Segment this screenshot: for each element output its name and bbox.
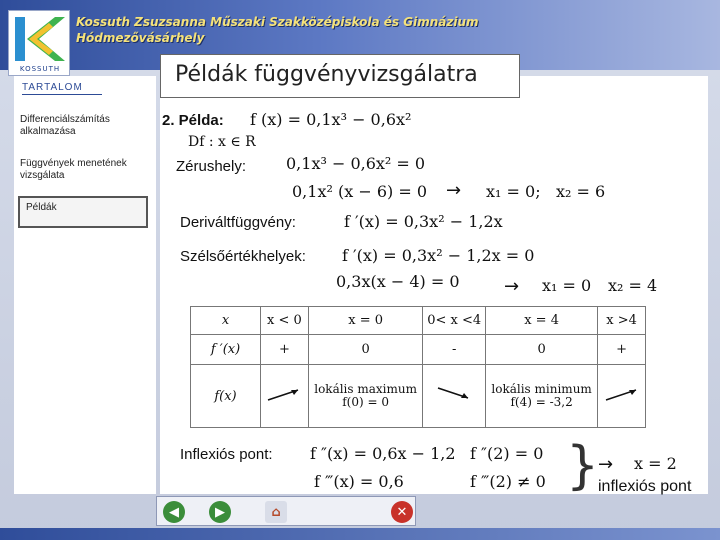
sidebar-item-peldak[interactable]: Példák [18, 196, 148, 228]
implies-arrow-icon: → [446, 180, 462, 201]
max-value: f(0) = 0 [342, 395, 389, 410]
table-cell [261, 365, 309, 428]
increasing-arrow-icon [264, 384, 304, 404]
extrema-factored: 0,3x(x − 4) = 0 [336, 272, 460, 291]
brace-icon: } [566, 436, 600, 496]
implies-arrow-icon: → [504, 276, 520, 297]
zero-result-2: x₂ = 6 [556, 182, 606, 201]
table-cell [308, 365, 423, 428]
sidebar-item-fuggvenyek[interactable]: Függvények menetének vizsgálata [20, 158, 127, 181]
logo-k-icon [9, 11, 71, 67]
school-line-2: Hódmezővásárhely [76, 31, 205, 45]
table-cell: - [423, 335, 486, 365]
table-header-cell: x [191, 307, 261, 335]
toc-title[interactable]: TARTALOM [22, 82, 102, 95]
arrow-right-icon[interactable]: ▶ [209, 501, 231, 523]
table-cell: + [598, 335, 646, 365]
school-line-1: Kossuth Zsuzsanna Műszaki Szakközépiskola és Gimnázium [76, 15, 479, 29]
domain-formula: Df : x ∈ R [188, 134, 256, 150]
table-header-cell: x = 0 [308, 307, 423, 335]
table-cell: 0 [308, 335, 423, 365]
min-label: lokális minimum [491, 382, 592, 397]
table-header-cell: x = 4 [486, 307, 598, 335]
max-label: lokális maximum [314, 382, 417, 397]
decreasing-arrow-icon [434, 384, 474, 404]
close-icon[interactable]: ✕ [391, 501, 413, 523]
zero-result-1: x₁ = 0; [486, 182, 541, 201]
table-cell: 0 [486, 335, 598, 365]
table-header-cell: 0< x <4 [423, 307, 486, 335]
inflection-result: x = 2 [634, 454, 677, 473]
implies-arrow-icon: → [598, 454, 614, 475]
table-cell [423, 365, 486, 428]
function-formula: f (x) = 0,1x³ − 0,6x² [250, 110, 412, 129]
row-label-fprime: f ′(x) [191, 335, 261, 365]
table-header-cell: x >4 [598, 307, 646, 335]
zero-label: Zérushely: [176, 158, 247, 175]
school-logo [8, 10, 70, 76]
zero-eq-1: 0,1x³ − 0,6x² = 0 [286, 154, 426, 173]
second-derivative-at-2: f ″(2) = 0 [470, 444, 544, 463]
third-derivative-at-2: f ‴(2) ≠ 0 [470, 472, 546, 491]
extrema-result-2: x₂ = 4 [608, 276, 658, 295]
table-cell [486, 365, 598, 428]
table-cell: + [261, 335, 309, 365]
school-name [76, 14, 479, 46]
sidebar [14, 76, 156, 494]
extrema-label: Szélsőértékhelyek: [180, 248, 306, 265]
extrema-result-1: x₁ = 0 [542, 276, 592, 295]
inflection-text: inflexiós pont [598, 478, 692, 495]
table-row [191, 335, 646, 365]
arrow-left-icon[interactable]: ◀ [163, 501, 185, 523]
row-label-f: f(x) [191, 365, 261, 428]
third-derivative: f ‴(x) = 0,6 [314, 472, 404, 491]
sign-table [190, 306, 646, 428]
derivative-label: Deriváltfüggvény: [180, 214, 296, 231]
table-header-row [191, 307, 646, 335]
sidebar-item-differencial[interactable]: Differenciálszámítás alkalmazása [20, 114, 110, 137]
bottom-strip [0, 528, 720, 540]
example-label: 2. Példa: [162, 112, 224, 129]
table-header-cell: x < 0 [261, 307, 309, 335]
second-derivative: f ″(x) = 0,6x − 1,2 [310, 444, 456, 463]
increasing-arrow-icon [602, 384, 642, 404]
extrema-formula: f ′(x) = 0,3x² − 1,2x = 0 [342, 246, 535, 265]
slide-title: Példák függvényvizsgálatra [160, 54, 520, 98]
home-icon[interactable]: ⌂ [265, 501, 287, 523]
zero-eq-2: 0,1x² (x − 6) = 0 [292, 182, 427, 201]
table-row [191, 365, 646, 428]
logo-caption: KOSSUTH [19, 65, 61, 73]
inflection-label: Inflexiós pont: [180, 446, 273, 463]
derivative-formula: f ′(x) = 0,3x² − 1,2x [344, 212, 503, 231]
table-cell [598, 365, 646, 428]
nav-bar [156, 496, 416, 526]
min-value: f(4) = -3,2 [510, 395, 573, 410]
